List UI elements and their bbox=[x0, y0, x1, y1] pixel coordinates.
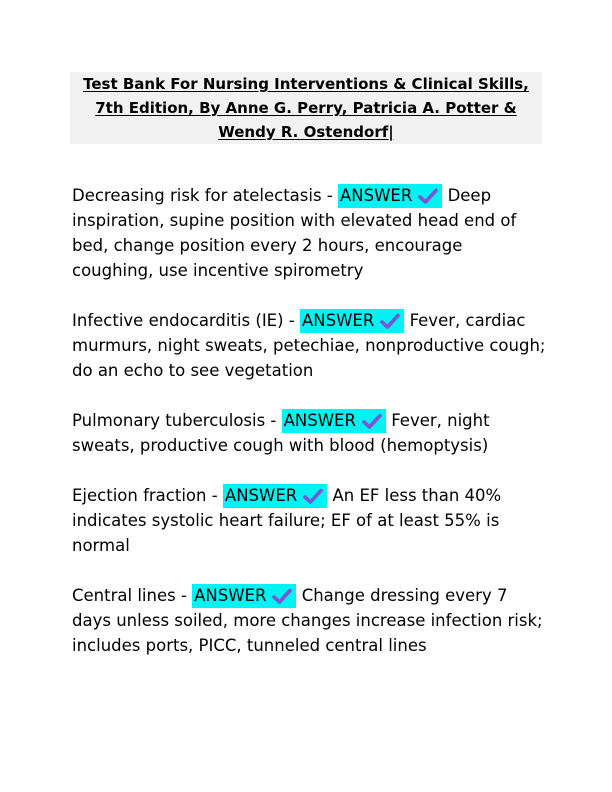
answer-highlight bbox=[338, 184, 442, 208]
answer-label: ANSWER bbox=[194, 586, 267, 605]
document-title: Test Bank For Nursing Interventions & Clinical Skills, 7th Edition, By Anne G. Perry, Patricia A. Potter & Wendy R. Ostendorf| bbox=[83, 75, 529, 141]
checkmark-icon bbox=[272, 588, 292, 604]
checkmark-icon bbox=[303, 488, 323, 504]
flashcard-answer: Deep inspiration, supine position with elevated head end of bed, change position every 2 hours, encourage coughing, use incentive spirometry bbox=[72, 186, 517, 280]
flashcard-entry bbox=[72, 308, 546, 383]
flashcard-term: Central lines - bbox=[72, 586, 193, 605]
flashcard-entry bbox=[72, 483, 546, 558]
checkmark-icon bbox=[380, 313, 400, 329]
flashcard-list bbox=[72, 183, 546, 683]
answer-highlight bbox=[300, 309, 404, 333]
flashcard-term: Pulmonary tuberculosis - bbox=[72, 411, 282, 430]
flashcard-term: Ejection fraction - bbox=[72, 486, 223, 505]
flashcard-answer: Change dressing every 7 days unless soiled, more changes increase infection risk; includes ports, PICC, tunneled central lines bbox=[72, 586, 543, 655]
flashcard-answer: Fever, night sweats, productive cough with blood (hemoptysis) bbox=[72, 411, 490, 455]
answer-label: ANSWER bbox=[302, 311, 375, 330]
answer-label: ANSWER bbox=[224, 486, 298, 505]
flashcard-answer: An EF less than 40% indicates systolic heart failure; EF of at least 55% is normal bbox=[72, 486, 502, 555]
checkmark-icon bbox=[362, 413, 382, 429]
flashcard-entry bbox=[72, 408, 546, 458]
document-title-block bbox=[70, 72, 542, 144]
flashcard-term: Decreasing risk for atelectasis - bbox=[72, 186, 339, 205]
flashcard-entry bbox=[72, 183, 546, 283]
answer-highlight bbox=[223, 484, 327, 508]
flashcard-entry bbox=[72, 583, 546, 658]
answer-highlight bbox=[192, 584, 296, 608]
answer-label: ANSWER bbox=[283, 411, 356, 430]
flashcard-term: Infective endocarditis (IE) - bbox=[72, 311, 300, 330]
flashcard-answer: Fever, cardiac murmurs, night sweats, petechiae, nonproductive cough; do an echo to see vegetation bbox=[72, 311, 546, 380]
answer-label: ANSWER bbox=[340, 186, 413, 205]
checkmark-icon bbox=[418, 188, 438, 204]
answer-highlight bbox=[282, 409, 386, 433]
